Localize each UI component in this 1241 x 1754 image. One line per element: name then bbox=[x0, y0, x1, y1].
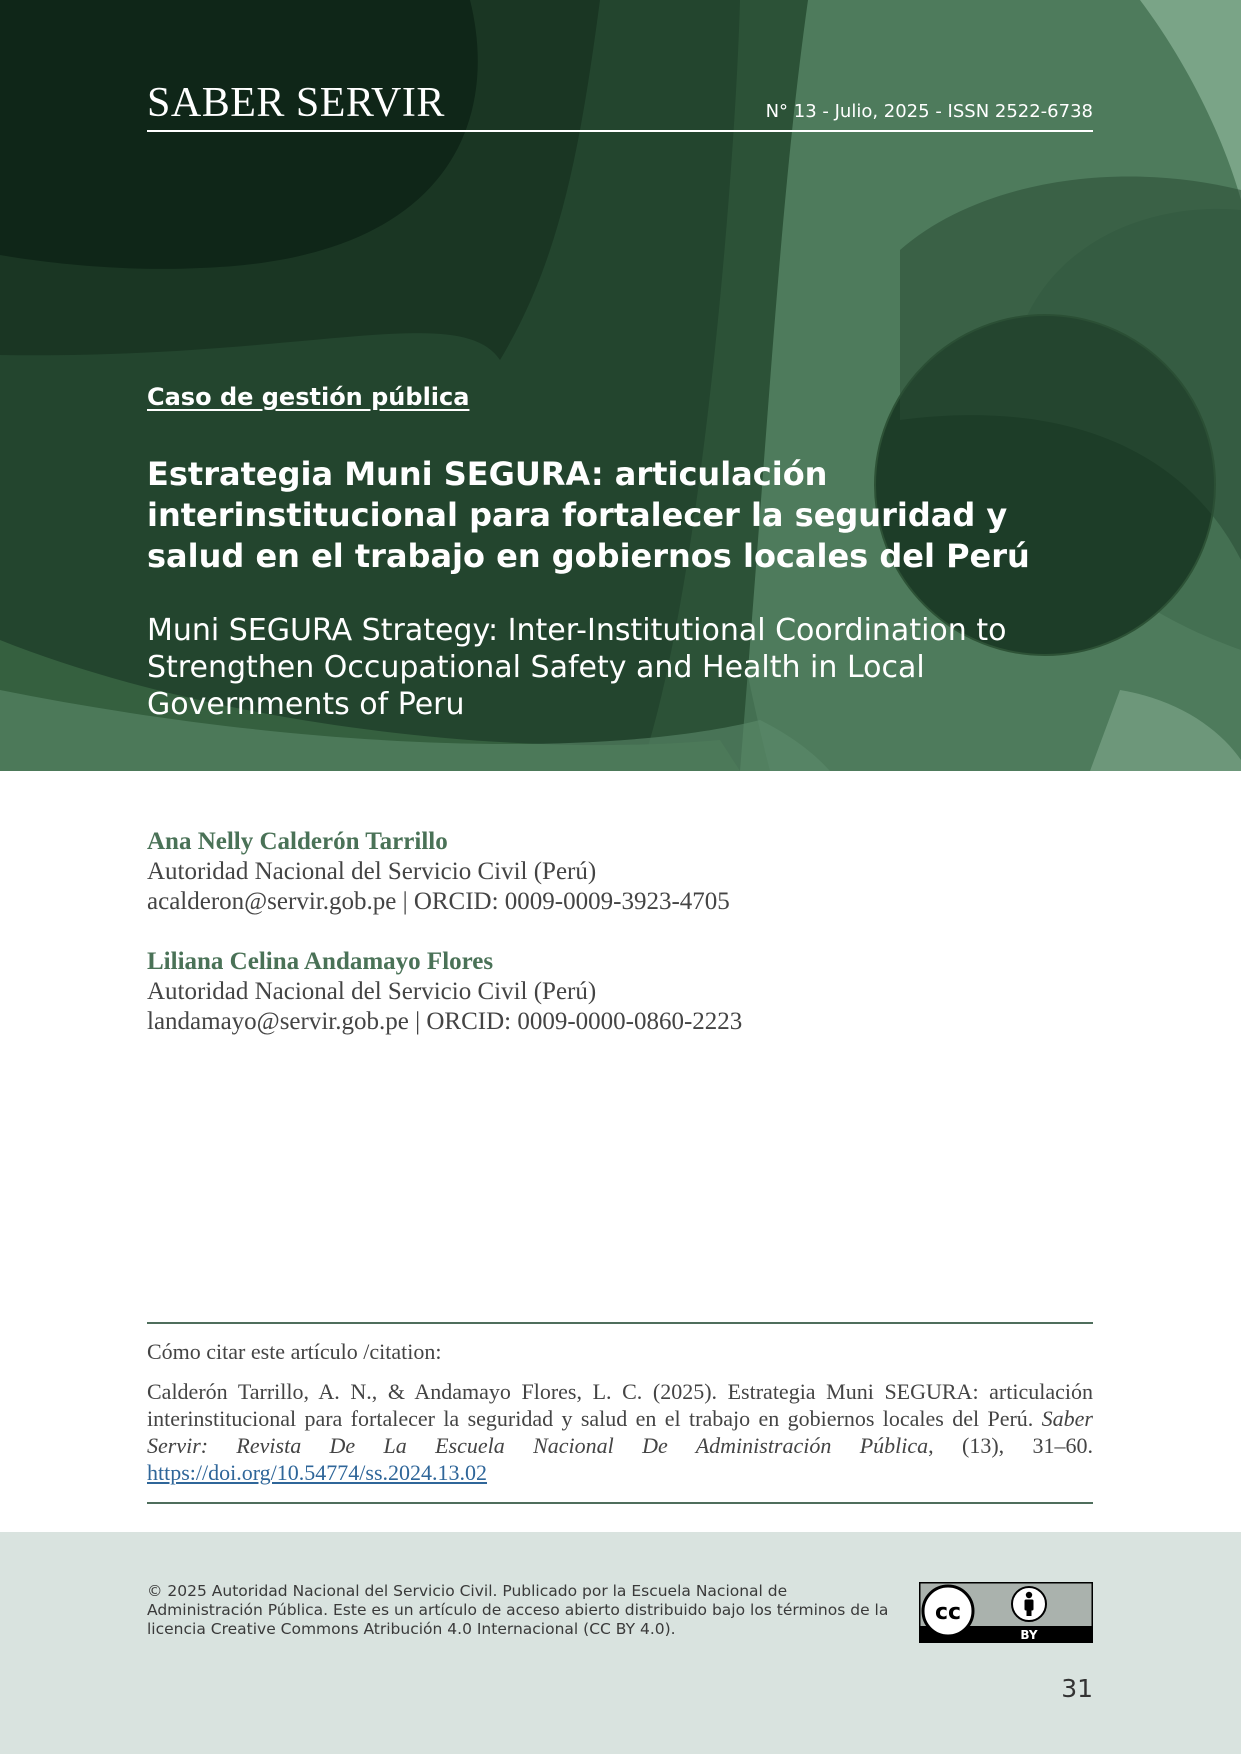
by-badge-label: BY bbox=[1020, 1628, 1038, 1642]
footer bbox=[0, 1532, 1241, 1754]
cc-by-license-icon[interactable] bbox=[919, 1582, 1093, 1643]
page-number: 31 bbox=[1061, 1674, 1093, 1703]
author-block bbox=[147, 827, 1127, 917]
citation-block bbox=[147, 1322, 1093, 1504]
citation-label: Cómo citar este artículo /citation: bbox=[147, 1339, 442, 1364]
citation-volume-pages: , (13), 31–60. bbox=[928, 1433, 1093, 1458]
author-contact: acalderon@servir.gob.pe | ORCID: 0009-0009-3923-4705 bbox=[147, 888, 730, 915]
issue-info: N° 13 - Julio, 2025 - ISSN 2522-6738 bbox=[765, 101, 1093, 122]
journal-name: SABER SERVIR bbox=[147, 80, 445, 126]
cc-badge-label: cc bbox=[934, 1600, 962, 1625]
citation-main: Calderón Tarrillo, A. N., & Andamayo Flores, L. C. (2025). Estrategia Muni SEGURA: articulación interinstitucional para fortalecer la seguridad y salud en el trabajo en gobiernos locales del Perú. bbox=[147, 1379, 1093, 1431]
license-text: © 2025 Autoridad Nacional del Servicio Civil. Publicado por la Escuela Nacional de Administración Pública. Este es un artículo de acceso abierto distribuido bajo los términos de la licencia Creative Commons Atribución 4.0 Internacional (CC BY 4.0). bbox=[147, 1582, 889, 1638]
title-spanish: Estrategia Muni SEGURA: articulación interinstitucional para fortalecer la seguridad y salud en el trabajo en gobiernos locales del Perú bbox=[147, 455, 1030, 575]
author-affiliation: Autoridad Nacional del Servicio Civil (Perú) bbox=[147, 978, 597, 1005]
author-name: Liliana Celina Andamayo Flores bbox=[147, 948, 494, 975]
doi-link[interactable]: https://doi.org/10.54774/ss.2024.13.02 bbox=[147, 1460, 488, 1485]
section-label: Caso de gestión pública bbox=[147, 383, 470, 411]
author-affiliation: Autoridad Nacional del Servicio Civil (Perú) bbox=[147, 858, 597, 885]
header-divider bbox=[147, 130, 1093, 132]
header-banner bbox=[0, 0, 1241, 771]
author-block bbox=[147, 947, 1127, 1037]
author-contact: landamayo@servir.gob.pe | ORCID: 0009-0000-0860-2223 bbox=[147, 1008, 743, 1035]
author-name: Ana Nelly Calderón Tarrillo bbox=[147, 828, 448, 855]
citation-journal: Saber Servir: Revista De La Escuela Nacional De Administración Pública bbox=[147, 1406, 1093, 1458]
title-english: Muni SEGURA Strategy: Inter-Institutional Coordination to Strengthen Occupational Safety and Health in Local Governments of Peru bbox=[147, 613, 1007, 722]
citation-text bbox=[147, 1378, 1093, 1486]
